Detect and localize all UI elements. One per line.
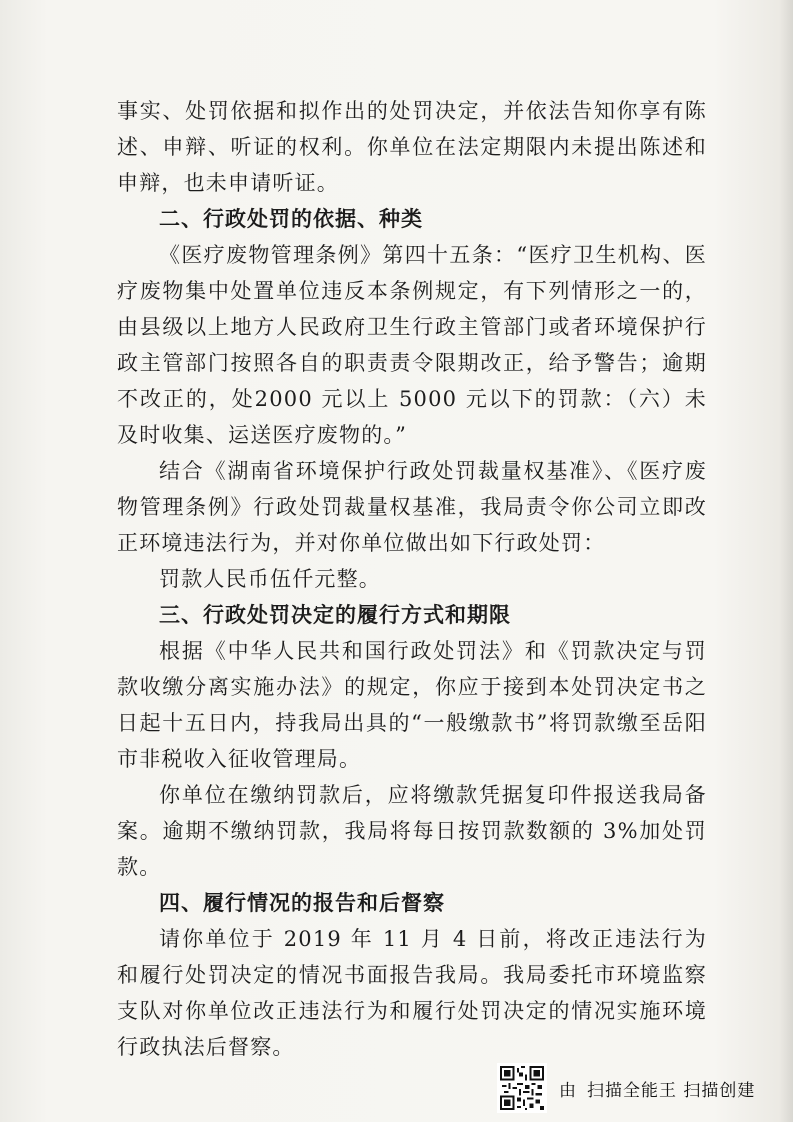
section-3-paragraph-2: 你单位在缴纳罚款后，应将缴款凭据复印件报送我局备案。逾期不缴纳罚款，我局将每日按罚款数额的 3%加处罚款。: [117, 783, 707, 879]
document-body: [117, 93, 707, 1065]
section-2-heading: 二、行政处罚的依据、种类: [159, 207, 423, 231]
section-2-penalty: 罚款人民币伍仟元整。: [159, 567, 381, 591]
section-3-paragraph-1: 根据《中华人民共和国行政处罚法》和《罚款决定与罚款收缴分离实施办法》的规定，你应于接到本处罚决定书之日起十五日内，持我局出具的“一般缴款书”将罚款缴至岳阳市非税收入征收管理局。: [117, 639, 707, 771]
scanner-app-text: 扫描全能王 扫描创建: [587, 1080, 756, 1101]
section-2-paragraph-1: 《医疗废物管理条例》第四十五条：“医疗卫生机构、医疗废物集中处置单位违反本条例规定，有下列情形之一的，由县级以上地方人民政府卫生行政主管部门或者环境保护行政主管部门按照各自的职责责令限期改正，给予警告；逾期不改正的，处2000 元以上 5000 元以下的罚款：（六）未及时收集、运送医疗废物的。”: [117, 243, 707, 447]
scanner-watermark: [497, 1055, 787, 1121]
page-edge-shadow: [779, 0, 793, 1122]
section-3-heading: 三、行政处罚决定的履行方式和期限: [159, 603, 511, 627]
intro-paragraph: 事实、处罚依据和拟作出的处罚决定，并依法告知你享有陈述、申辩、听证的权利。你单位在法定期限内未提出陈述和申辩，也未申请听证。: [117, 99, 707, 195]
section-4-paragraph-1: 请你单位于 2019 年 11 月 4 日前，将改正违法行为和履行处罚决定的情况书面报告我局。我局委托市环境监察支队对你单位改正违法行为和履行处罚决定的情况实施环境行政执法后督察。: [117, 927, 707, 1059]
section-4-heading: 四、履行情况的报告和后督察: [159, 891, 445, 915]
section-2-paragraph-2: 结合《湖南省环境保护行政处罚裁量权基准》、《医疗废物管理条例》行政处罚裁量权基准，我局责令你公司立即改正环境违法行为，并对你单位做出如下行政处罚：: [117, 459, 707, 555]
scanner-caption: [559, 1076, 765, 1101]
scanner-prefix: 由: [559, 1080, 577, 1101]
qr-code-icon: [497, 1063, 547, 1113]
